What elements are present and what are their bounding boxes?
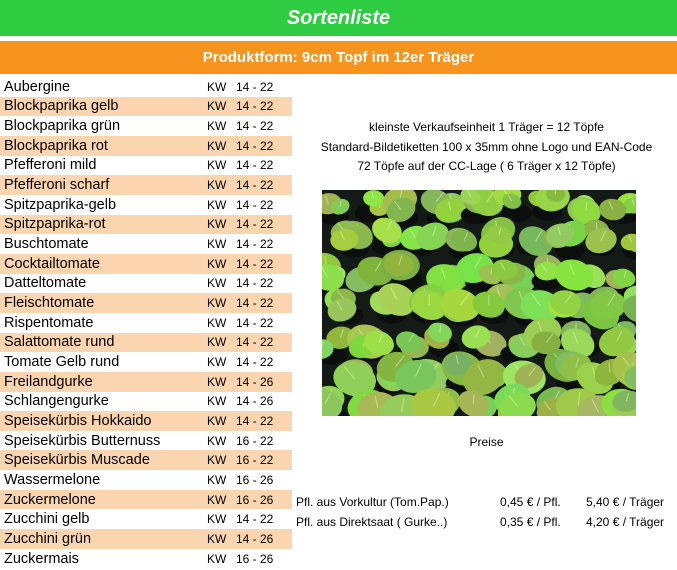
kw-range: 14 - 22 bbox=[236, 217, 274, 232]
variety-name: Wassermelone bbox=[4, 471, 101, 488]
seedling-photo-drawing bbox=[322, 190, 636, 416]
variety-row bbox=[0, 372, 292, 392]
variety-name: Pfefferoni mild bbox=[4, 157, 97, 174]
kw-label: KW bbox=[207, 335, 227, 350]
produktform-text: Produktform: 9cm Topf im 12er Träger bbox=[202, 49, 475, 66]
kw-label: KW bbox=[207, 197, 227, 212]
variety-row bbox=[0, 549, 292, 569]
info-line-3: 72 Töpfe auf der CC-Lage ( 6 Träger x 12 Töpfe) bbox=[357, 159, 616, 173]
variety-row bbox=[0, 195, 292, 215]
variety-name: Buschtomate bbox=[4, 236, 89, 253]
variety-row bbox=[0, 490, 292, 510]
variety-row bbox=[0, 333, 292, 353]
kw-label: KW bbox=[207, 119, 227, 134]
price-label: Pfl. aus Direktsaat ( Gurke..) bbox=[296, 515, 448, 529]
price-per-plant: 0,45 € / Pfl. bbox=[500, 495, 561, 509]
kw-range: 14 - 22 bbox=[236, 512, 274, 527]
kw-range: 16 - 22 bbox=[236, 433, 274, 448]
kw-range: 14 - 22 bbox=[236, 335, 274, 350]
variety-row bbox=[0, 529, 292, 549]
kw-label: KW bbox=[207, 217, 227, 232]
kw-range: 14 - 22 bbox=[236, 355, 274, 370]
variety-row bbox=[0, 411, 292, 431]
kw-label: KW bbox=[207, 296, 227, 311]
kw-range: 16 - 26 bbox=[236, 551, 274, 566]
variety-row bbox=[0, 234, 292, 254]
variety-name: Blockpaprika gelb bbox=[4, 98, 119, 115]
kw-label: KW bbox=[207, 256, 227, 271]
variety-name: Speisekürbis Hokkaido bbox=[4, 412, 152, 429]
variety-name: Blockpaprika grün bbox=[4, 118, 121, 135]
variety-name: Datteltomate bbox=[4, 275, 87, 292]
kw-label: KW bbox=[207, 79, 227, 94]
variety-name: Zuckermais bbox=[4, 550, 79, 567]
kw-label: KW bbox=[207, 374, 227, 389]
kw-range: 14 - 22 bbox=[236, 197, 274, 212]
variety-name: Cocktailtomate bbox=[4, 255, 100, 272]
variety-row bbox=[0, 313, 292, 333]
kw-range: 16 - 22 bbox=[236, 453, 274, 468]
variety-row bbox=[0, 274, 292, 294]
kw-label: KW bbox=[207, 531, 227, 546]
kw-label: KW bbox=[207, 315, 227, 330]
variety-name: Zuckermelone bbox=[4, 491, 96, 508]
price-per-plant: 0,35 € / Pfl. bbox=[500, 515, 561, 529]
kw-range: 14 - 22 bbox=[236, 79, 274, 94]
variety-name: Speisekürbis Butternuss bbox=[4, 432, 161, 449]
produktform-banner bbox=[0, 41, 677, 74]
kw-label: KW bbox=[207, 453, 227, 468]
kw-range: 16 - 26 bbox=[236, 492, 274, 507]
kw-range: 14 - 22 bbox=[236, 315, 274, 330]
price-row bbox=[296, 515, 677, 533]
kw-range: 14 - 22 bbox=[236, 413, 274, 428]
variety-row bbox=[0, 392, 292, 412]
variety-name: Tomate Gelb rund bbox=[4, 354, 120, 371]
variety-row bbox=[0, 431, 292, 451]
kw-range: 14 - 22 bbox=[236, 276, 274, 291]
variety-name: Rispentomate bbox=[4, 314, 94, 331]
variety-name: Aubergine bbox=[4, 78, 71, 95]
variety-row bbox=[0, 116, 292, 136]
kw-label: KW bbox=[207, 394, 227, 409]
variety-row bbox=[0, 175, 292, 195]
kw-label: KW bbox=[207, 138, 227, 153]
kw-range: 14 - 22 bbox=[236, 237, 274, 252]
variety-row bbox=[0, 352, 292, 372]
price-per-tray: 5,40 € / Träger bbox=[586, 495, 665, 509]
kw-label: KW bbox=[207, 276, 227, 291]
variety-row bbox=[0, 215, 292, 235]
kw-label: KW bbox=[207, 433, 227, 448]
info-line-1: kleinste Verkaufseinheit 1 Träger = 12 Töpfe bbox=[369, 120, 604, 134]
page-title-text: Sortenliste bbox=[286, 6, 391, 29]
kw-label: KW bbox=[207, 512, 227, 527]
seedling-photo bbox=[322, 190, 636, 416]
variety-row bbox=[0, 470, 292, 490]
kw-range: 14 - 26 bbox=[236, 374, 274, 389]
kw-label: KW bbox=[207, 99, 227, 114]
variety-row bbox=[0, 156, 292, 176]
variety-row bbox=[0, 293, 292, 313]
kw-range: 14 - 26 bbox=[236, 394, 274, 409]
kw-range: 14 - 22 bbox=[236, 158, 274, 173]
kw-range: 14 - 22 bbox=[236, 138, 274, 153]
variety-row bbox=[0, 97, 292, 117]
variety-name: Spitzpaprika-rot bbox=[4, 216, 106, 233]
variety-name: Schlangengurke bbox=[4, 393, 109, 410]
variety-row bbox=[0, 77, 292, 97]
variety-name: Zucchini grün bbox=[4, 530, 92, 547]
kw-range: 14 - 22 bbox=[236, 296, 274, 311]
variety-list bbox=[0, 77, 292, 568]
price-label: Pfl. aus Vorkultur (Tom.Pap.) bbox=[296, 495, 449, 509]
kw-label: KW bbox=[207, 178, 227, 193]
kw-range: 14 - 22 bbox=[236, 178, 274, 193]
variety-row bbox=[0, 254, 292, 274]
kw-label: KW bbox=[207, 472, 227, 487]
kw-label: KW bbox=[207, 492, 227, 507]
kw-range: 14 - 22 bbox=[236, 99, 274, 114]
kw-label: KW bbox=[207, 158, 227, 173]
variety-name: Zucchini gelb bbox=[4, 511, 90, 528]
info-line-2: Standard-Bildetiketten 100 x 35mm ohne Logo und EAN-Code bbox=[320, 140, 653, 154]
variety-row bbox=[0, 450, 292, 470]
variety-name: Spitzpaprika-gelb bbox=[4, 196, 117, 213]
variety-row bbox=[0, 136, 292, 156]
variety-name: Freilandgurke bbox=[4, 373, 93, 390]
variety-name: Salattomate rund bbox=[4, 334, 115, 351]
variety-row bbox=[0, 509, 292, 529]
variety-name: Blockpaprika rot bbox=[4, 137, 108, 154]
kw-range: 14 - 22 bbox=[236, 256, 274, 271]
kw-label: KW bbox=[207, 551, 227, 566]
kw-label: KW bbox=[207, 355, 227, 370]
kw-range: 14 - 26 bbox=[236, 531, 274, 546]
page-title bbox=[0, 0, 677, 36]
kw-label: KW bbox=[207, 413, 227, 428]
kw-range: 16 - 26 bbox=[236, 472, 274, 487]
prices-heading: Preise bbox=[469, 435, 504, 449]
price-row bbox=[296, 495, 677, 513]
kw-label: KW bbox=[207, 237, 227, 252]
variety-name: Fleischtomate bbox=[4, 295, 95, 312]
variety-name: Speisekürbis Muscade bbox=[4, 452, 150, 469]
variety-name: Pfefferoni scharf bbox=[4, 177, 110, 194]
price-per-tray: 4,20 € / Träger bbox=[586, 515, 665, 529]
kw-range: 14 - 22 bbox=[236, 119, 274, 134]
